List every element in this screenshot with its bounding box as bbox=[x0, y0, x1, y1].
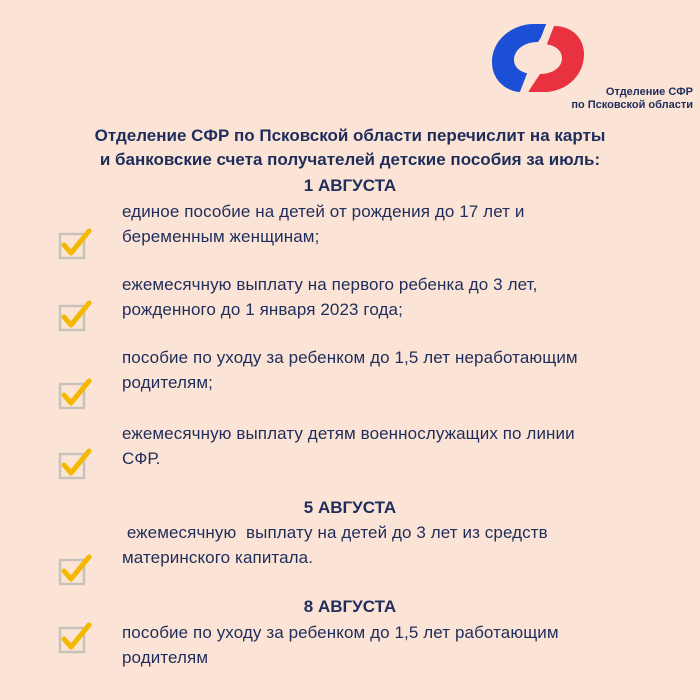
date-heading-aug-1: 1 АВГУСТА bbox=[303, 176, 397, 195]
logo-caption bbox=[548, 86, 693, 112]
list-item-line: ежемесячную выплату детям военнослужащих по линии bbox=[122, 424, 575, 443]
list-item bbox=[122, 421, 642, 471]
list-item-line: ежемесячную выплату на первого ребенка до 3 лет, bbox=[122, 275, 538, 294]
list-item-line: родителям; bbox=[122, 373, 213, 392]
list-item bbox=[122, 199, 642, 249]
list-item bbox=[122, 620, 642, 670]
title-line-2: и банковские счета получателей детские пособия за июль: bbox=[99, 150, 601, 169]
list-item bbox=[122, 345, 642, 395]
checkbox-checked-icon bbox=[58, 622, 92, 654]
list-item-line: пособие по уходу за ребенком до 1,5 лет работающим bbox=[122, 623, 559, 642]
title-line-1: Отделение СФР по Псковской области перечислит на карты bbox=[94, 126, 606, 145]
list-item-line: СФР. bbox=[122, 449, 161, 468]
list-item-line: беременным женщинам; bbox=[122, 227, 320, 246]
checkbox-checked-icon bbox=[58, 554, 92, 586]
logo-caption-line-1: Отделение СФР bbox=[605, 86, 693, 98]
checkbox-checked-icon bbox=[58, 300, 92, 332]
list-item-line: родителям bbox=[122, 648, 209, 667]
list-item-line: ежемесячную выплату на детей до 3 лет из средств bbox=[122, 523, 548, 542]
list-item-line: материнского капитала. bbox=[122, 548, 314, 567]
checkbox-checked-icon bbox=[58, 448, 92, 480]
checkbox-checked-icon bbox=[58, 228, 92, 260]
page-title bbox=[20, 124, 680, 172]
list-item-line: пособие по уходу за ребенком до 1,5 лет неработающим bbox=[122, 348, 578, 367]
date-heading-aug-8: 8 АВГУСТА bbox=[303, 597, 397, 616]
list-item-line: рожденного до 1 января 2023 года; bbox=[122, 300, 403, 319]
list-item-line: единое пособие на детей от рождения до 17 лет и bbox=[122, 202, 525, 221]
checkbox-checked-icon bbox=[58, 378, 92, 410]
list-item bbox=[122, 272, 642, 322]
logo-caption-line-2: по Псковской области bbox=[571, 99, 693, 111]
list-item bbox=[122, 520, 642, 570]
date-heading-aug-5: 5 АВГУСТА bbox=[303, 498, 397, 517]
